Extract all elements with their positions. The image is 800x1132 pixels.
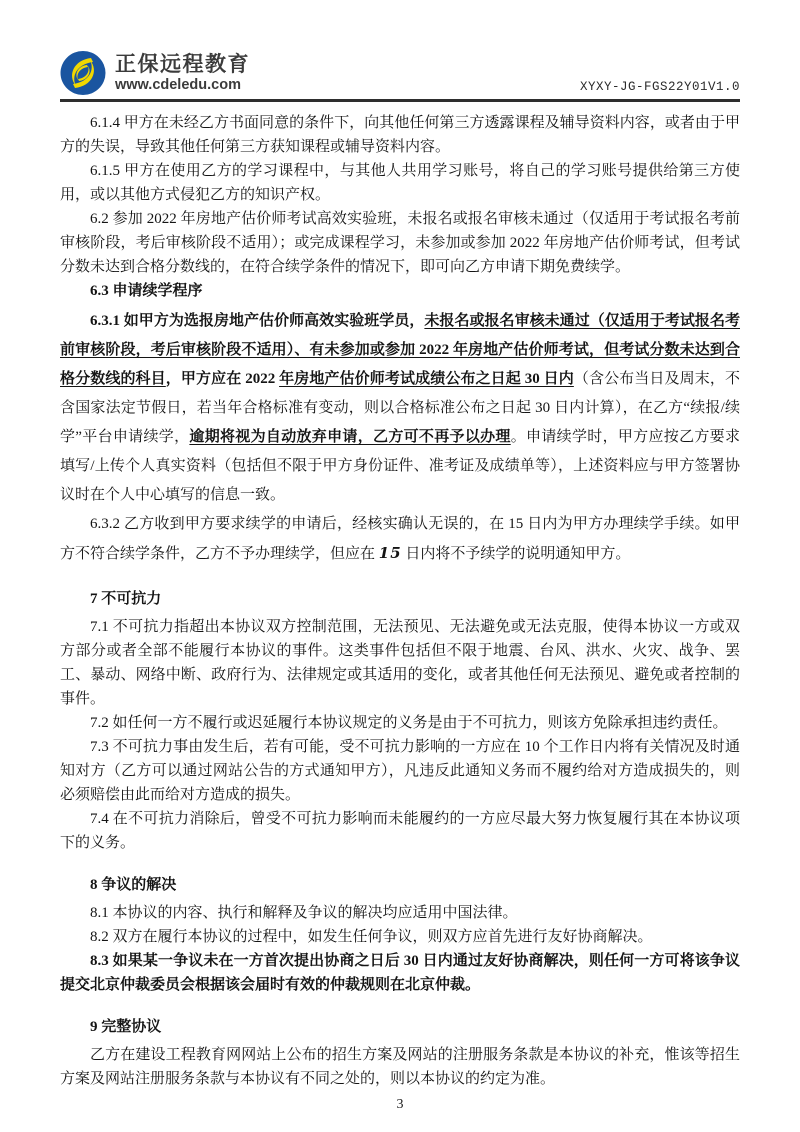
text-run: 未报名或报名审核未通过（仅适用于考试报名考前审核阶段，考后审核阶段不适用）、有未参加或参加 2022 年房地产估价师考试，但考试分数未达到合格分数线的科目 <box>60 313 740 387</box>
brand <box>60 50 250 96</box>
text-run: ，甲方应在 2022 <box>165 371 280 387</box>
text-run: 年房地产估价师考试成绩公布之日起 30 日内 <box>279 371 574 387</box>
page-number: 3 <box>396 1097 404 1112</box>
text-run: 。申请续学时，甲方应按乙方要求填写/上传个人真实资料（包括但不限于甲方身份证件、准考证及成绩单等），上述资料应与甲方签署协议时在个人中心填写的信息一致。 <box>60 429 740 503</box>
section-heading <box>60 279 740 303</box>
text-run: 9 完整协议 <box>90 1019 162 1035</box>
paragraph <box>60 207 740 279</box>
brand-logo-icon <box>60 50 106 96</box>
text-run: 6.1.5 甲方在使用乙方的学习课程中，与其他人共用学习账号，将自己的学习账号提供给第三方使用，或以其他方式侵犯乙方的知识产权。 <box>60 163 740 203</box>
document-body <box>60 111 740 1091</box>
paragraph <box>60 159 740 207</box>
text-run: 逾期将视为自动放弃申请，乙方可不再予以办理 <box>189 429 511 445</box>
footer <box>60 1097 740 1113</box>
brand-url: www.cdeledu.com <box>115 76 241 93</box>
text-run: 6.1.4 甲方在未经乙方书面同意的条件下，向其他任何第三方透露课程及辅导资料内容，或者由于甲方的失误，导致其他任何第三方获知课程或辅导资料内容。 <box>60 115 740 155</box>
text-run: 7.4 在不可抗力消除后，曾受不可抗力影响而未能履约的一方应尽最大努力恢复履行其在本协议项下的义务。 <box>60 811 740 851</box>
text-run: 7.3 不可抗力事由发生后，若有可能，受不可抗力影响的一方应在 10 个工作日内将有关情况及时通知对方（乙方可以通过网站公告的方式通知甲方），凡违反此通知义务而不履约给对方造成损失的，则必须赔偿由此而给对方造成的损失。 <box>60 739 740 803</box>
paragraph <box>60 807 740 855</box>
header <box>60 50 740 96</box>
text-run: 8.2 双方在履行本协议的过程中，如发生任何争议，则双方应首先进行友好协商解决。 <box>90 929 653 945</box>
text-run: 7.2 如任何一方不履行或迟延履行本协议规定的义务是由于不可抗力，则该方免除承担违约责任。 <box>90 715 728 731</box>
text-run: 15 <box>378 544 402 562</box>
text-run: 6.3.2 乙方收到甲方要求续学的申请后，经核实确认无误的，在 15 日内为甲方办理续学手续。如甲方不符合续学条件，乙方不予办理续学，但应在 <box>60 516 740 562</box>
doc-code: XYXY-JG-FGS22Y01V1.0 <box>579 80 740 94</box>
text-run: （含公布当日及周末，不含国家法定节假日，若当年合格标准有变动，则以合格标准公布之日起 30 日内计算），在乙方“续报/续学”平台申请续学， <box>60 371 740 445</box>
paragraph <box>60 111 740 159</box>
paragraph <box>60 615 740 711</box>
text-run: 日内将不予续学的说明通知甲方。 <box>401 546 631 562</box>
paragraph <box>60 510 740 569</box>
header-rule <box>60 99 740 102</box>
text-run: 6.3.1 如甲方为选报房地产估价师高效实验班学员， <box>90 313 425 329</box>
text-run: 8.3 如果某一争议未在一方首次提出协商之日后 30 日内通过友好协商解决，则任何一方可将该争议提交北京仲裁委员会根据该会届时有效的仲裁规则在北京仲裁。 <box>60 953 740 993</box>
text-run: 7 不可抗力 <box>90 591 162 607</box>
paragraph <box>60 901 740 925</box>
paragraph <box>60 925 740 949</box>
paragraph <box>60 735 740 807</box>
text-run: 8.1 本协议的内容、执行和解释及争议的解决均应适用中国法律。 <box>90 905 518 921</box>
section-heading <box>60 1015 740 1039</box>
paragraph <box>60 711 740 735</box>
section-heading <box>60 587 740 611</box>
paragraph <box>60 949 740 997</box>
paragraph <box>60 307 740 510</box>
text-run: 乙方在建设工程教育网网站上公布的招生方案及网站的注册服务条款是本协议的补充，惟该等招生方案及网站注册服务条款与本协议有不同之处的，则以本协议的约定为准。 <box>60 1047 740 1087</box>
text-run: 6.3 申请续学程序 <box>90 283 203 299</box>
text-run: 8 争议的解决 <box>90 877 177 893</box>
text-run: 7.1 不可抗力指超出本协议双方控制范围，无法预见、无法避免或无法克服，使得本协议一方或双方部分或者全部不能履行本协议的事件。这类事件包括但不限于地震、台风、洪水、火灾、战争、罢工、暴动、网络中断、政府行为、法律规定或其适用的变化，或者其他任何无法预见、避免或者控制的事件。 <box>60 619 740 707</box>
text-run: 6.2 参加 2022 年房地产估价师考试高效实验班，未报名或报名审核未通过（仅适用于考试报名考前审核阶段，考后审核阶段不适用）；或完成课程学习，未参加或参加 2022 年房地产估价师考试，但考试分数未达到合格分数线的，在符合续学条件的情况下，即可向乙方申请下期免费续学。 <box>60 211 740 275</box>
paragraph <box>60 1043 740 1091</box>
brand-text <box>115 53 250 94</box>
section-heading <box>60 873 740 897</box>
brand-name: 正保远程教育 <box>115 52 250 76</box>
